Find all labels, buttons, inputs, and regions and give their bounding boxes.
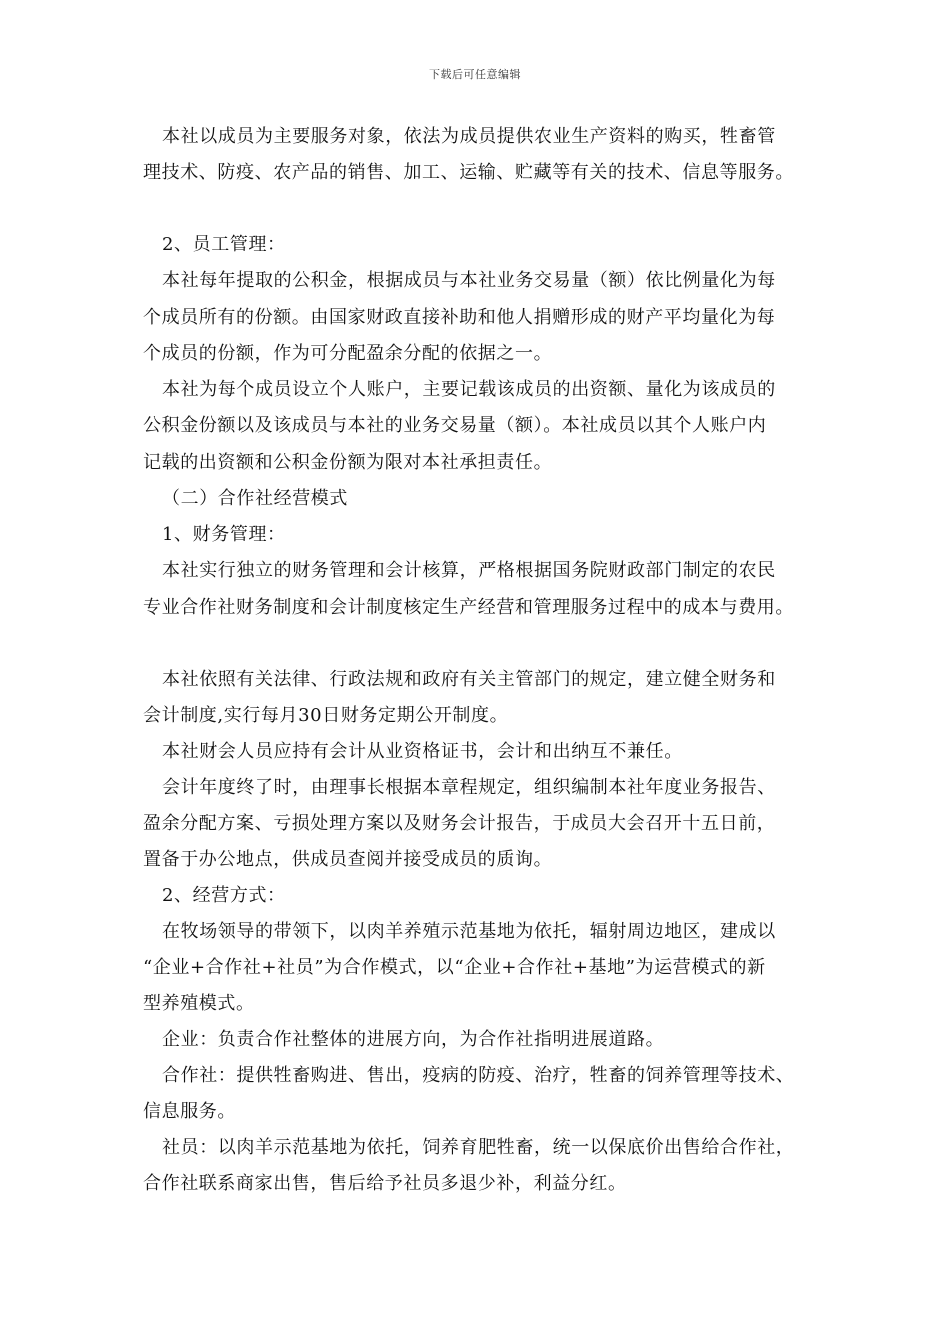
section-heading: 1、财务管理： <box>162 524 286 545</box>
paragraph-line: 型养殖模式。 <box>143 993 255 1014</box>
paragraph-line: 合作社：提供牲畜购进、售出，疫病的防疫、治疗，牲畜的饲养管理等技术、 <box>162 1065 795 1086</box>
paragraph-line: 本社依照有关法律、行政法规和政府有关主管部门的规定，建立健全财务和 <box>162 669 776 690</box>
paragraph-line: 个成员的份额，作为可分配盈余分配的依据之一。 <box>143 343 553 364</box>
paragraph-line: 理技术、防疫、农产品的销售、加工、运输、贮藏等有关的技术、信息等服务。 <box>143 162 794 183</box>
paragraph-line: 记载的出资额和公积金份额为限对本社承担责任。 <box>143 452 553 473</box>
paragraph-line: 公积金份额以及该成员与本社的业务交易量（额）。本社成员以其个人账户内 <box>143 415 767 436</box>
section-heading: （二）合作社经营模式 <box>162 488 348 509</box>
paragraph-line: 会计制度,实行每月30日财务定期公开制度。 <box>143 705 509 726</box>
paragraph-line: 本社为每个成员设立个人账户，主要记载该成员的出资额、量化为该成员的 <box>162 379 776 400</box>
paragraph-line: 置备于办公地点，供成员查阅并接受成员的质询。 <box>143 849 553 870</box>
paragraph-line: 会计年度终了时，由理事长根据本章程规定，组织编制本社年度业务报告、 <box>162 777 776 798</box>
paragraph-line: 信息服务。 <box>143 1101 236 1122</box>
paragraph-line: 企业：负责合作社整体的进展方向，为合作社指明进展道路。 <box>162 1029 665 1050</box>
section-heading: 2、员工管理： <box>162 234 286 255</box>
paragraph-line: 本社财会人员应持有会计从业资格证书，会计和出纳互不兼任。 <box>162 741 683 762</box>
paragraph-line: “企业+合作社+社员”为合作模式，以“企业+合作社+基地”为运营模式的新 <box>143 957 766 978</box>
paragraph-line: 社员：以肉羊示范基地为依托，饲养育肥牲畜，统一以保底价出售给合作社， <box>162 1137 795 1158</box>
section-heading: 2、经营方式： <box>162 885 286 906</box>
paragraph-line: 在牧场领导的带领下，以肉羊养殖示范基地为依托，辐射周边地区，建成以 <box>162 921 776 942</box>
paragraph-line: 本社每年提取的公积金，根据成员与本社业务交易量（额）依比例量化为每 <box>162 270 776 291</box>
paragraph-line: 合作社联系商家出售，售后给予社员多退少补，利益分红。 <box>143 1173 627 1194</box>
page-header: 下载后可任意编辑 <box>429 68 521 81</box>
paragraph-line: 个成员所有的份额。由国家财政直接补助和他人捐赠形成的财产平均量化为每 <box>143 307 776 328</box>
paragraph-line: 专业合作社财务制度和会计制度核定生产经营和管理服务过程中的成本与费用。 <box>143 597 794 618</box>
paragraph-line: 本社实行独立的财务管理和会计核算，严格根据国务院财政部门制定的农民 <box>162 560 776 581</box>
paragraph-line: 本社以成员为主要服务对象，依法为成员提供农业生产资料的购买，牲畜管 <box>162 126 776 147</box>
paragraph-line: 盈余分配方案、亏损处理方案以及财务会计报告，于成员大会召开十五日前， <box>143 813 776 834</box>
